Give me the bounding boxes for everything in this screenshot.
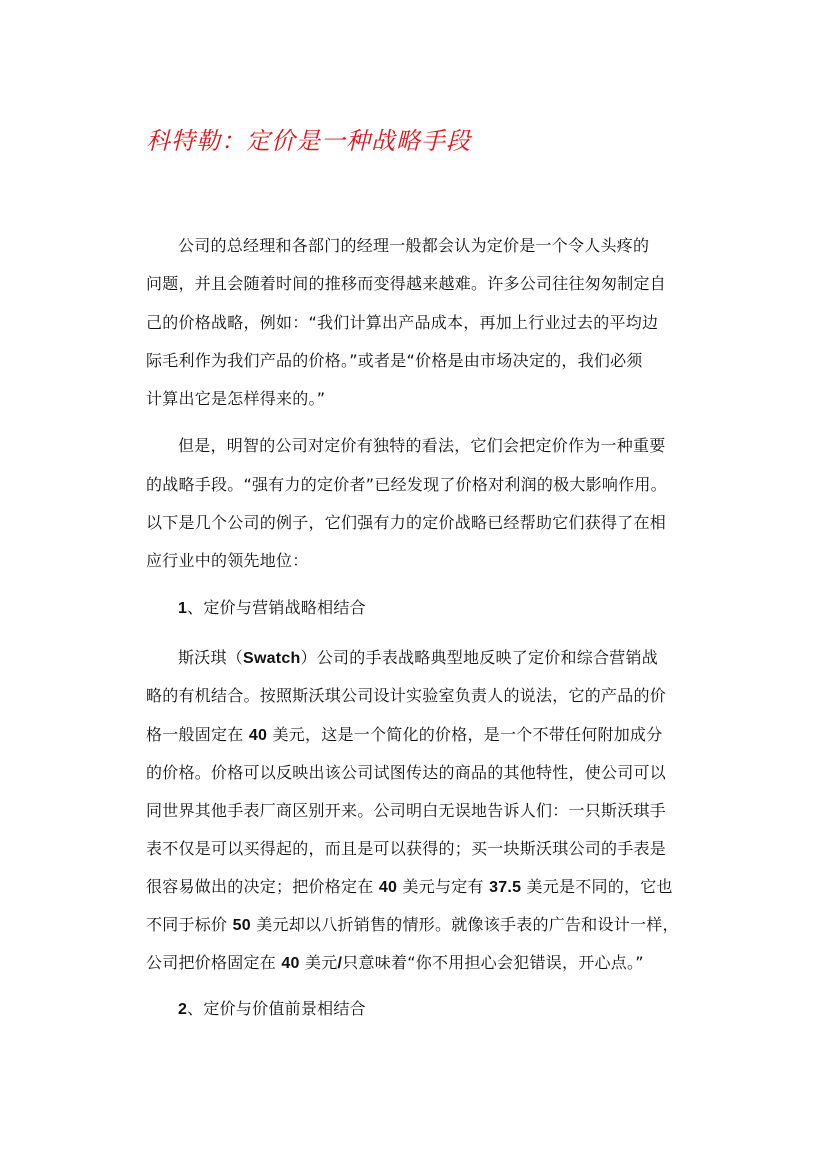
paragraph-line: 公司把价格固定在 40 美元/只意味着“你不用担心会犯错误，开心点。”	[146, 953, 644, 972]
paragraph-line: 斯沃琪（Swatch）公司的手表战略典型地反映了定价和综合营销战	[178, 648, 659, 667]
paragraph-line: 同世界其他手表厂商区别开来。公司明白无误地告诉人们：一只斯沃琪手	[146, 801, 667, 820]
paragraph-line: 的战略手段。“强有力的定价者”已经发现了价格对利润的极大影响作用。	[146, 475, 667, 494]
section-heading: 1、定价与营销战略相结合	[178, 598, 366, 617]
paragraph-line: 但是，明智的公司对定价有独特的看法，它们会把定价作为一种重要	[178, 436, 666, 455]
paragraph-line: 的价格。价格可以反映出该公司试图传达的商品的其他特性，使公司可以	[146, 763, 667, 782]
paragraph-line: 很容易做出的决定；把价格定在 40 美元与定有 37.5 美元是不同的，它也	[146, 877, 673, 896]
paragraph-line: 计算出它是怎样得来的。”	[146, 389, 326, 408]
paragraph-line: 略的有机结合。按照斯沃琪公司设计实验室负责人的说法，它的产品的价	[146, 686, 667, 705]
paragraph-line: 不同于标价 50 美元却以八折销售的情形。就像该手表的广告和设计一样，	[146, 915, 679, 934]
paragraph-line: 己的价格战略，例如：“我们计算出产品成本，再加上行业过去的平均边	[146, 313, 659, 332]
document-title: 科特勒：定价是一种战略手段	[146, 127, 471, 155]
paragraph-line: 际毛利作为我们产品的价格。”或者是“价格是由市场决定的，我们必须	[146, 351, 643, 370]
paragraph-line: 以下是几个公司的例子，它们强有力的定价战略已经帮助它们获得了在相	[146, 513, 667, 532]
paragraph-line: 表不仅是可以买得起的，而且是可以获得的；买一块斯沃琪公司的手表是	[146, 839, 667, 858]
paragraph-line: 格一般固定在 40 美元，这是一个简化的价格，是一个不带任何附加成分	[146, 725, 663, 744]
paragraph-line: 问题，并且会随着时间的推移而变得越来越难。许多公司往往匆匆制定自	[146, 274, 667, 293]
paragraph-line: 应行业中的领先地位：	[146, 551, 309, 570]
paragraph-line: 公司的总经理和各部门的经理一般都会认为定价是一个令人头疼的	[178, 236, 650, 255]
section-heading: 2、定价与价值前景相结合	[178, 999, 366, 1018]
